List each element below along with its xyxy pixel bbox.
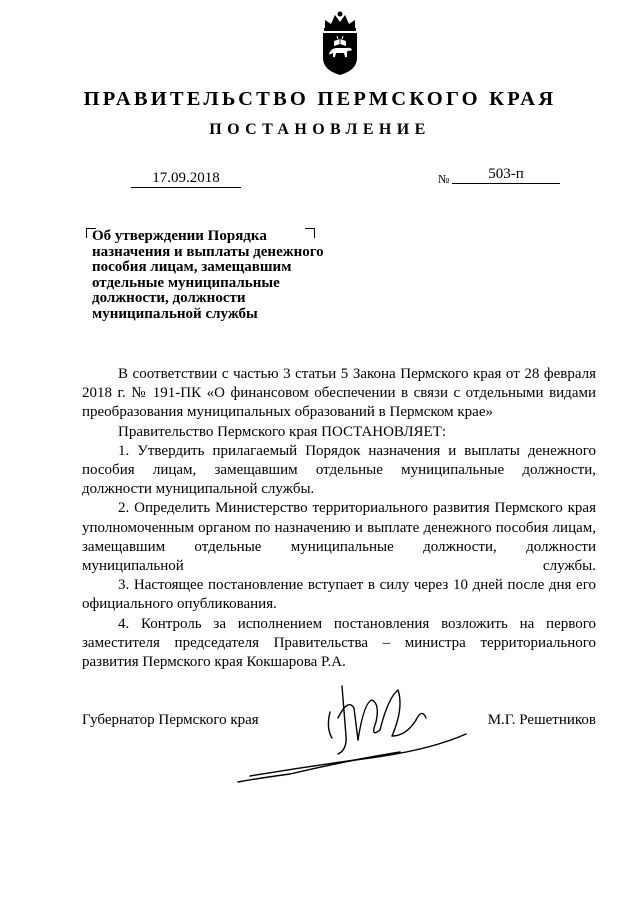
handwritten-signature-icon (230, 678, 470, 788)
resolves-paragraph: Правительство Пермского края ПОСТАНОВЛЯЕТ: (118, 423, 447, 440)
subject-line: назначения и выплаты денежного (92, 243, 324, 260)
number-label: № (438, 172, 450, 186)
signatory-role: Губернатор Пермского края (82, 712, 259, 728)
document-type: ПОСТАНОВЛЕНИЕ (209, 121, 431, 138)
item-2-paragraph: 2. Определить Министерство территориального развития Пермского края уполномоченным органом по назначению и выплате денежного пособия лицам, замещавшим отдельные муниципальные должности, должности муниципальной службы. (82, 500, 596, 575)
subject-line: отдельные муниципальные (92, 274, 280, 291)
government-title: ПРАВИТЕЛЬСТВО ПЕРМСКОГО КРАЯ (83, 88, 557, 110)
preamble-paragraph: В соответствии с частью 3 статьи 5 Закона Пермского края от 28 февраля 2018 г. № 191-ПК «О финансовом обеспечении в связи с отдельными видами преобразования муниципальных образований в Пермском крае» (82, 366, 596, 421)
item-4-paragraph: 4. Контроль за исполнением постановления возложить на первого заместителя председателя Правительства – министра территориального развития Пермского края Кокшарова Р.А. (82, 615, 596, 671)
signatory-name: М.Г. Решетников (487, 712, 596, 728)
document-number: 503-п (452, 166, 560, 184)
document-subject (92, 229, 332, 322)
document-body (82, 365, 596, 672)
perm-krai-coat-of-arms-icon (317, 10, 363, 76)
subject-line: пособия лицам, замещавшим (92, 259, 292, 275)
subject-line: Об утверждении Порядка (92, 228, 267, 244)
item-3-paragraph: 3. Настоящее постановление вступает в силу через 10 дней после дня его официального опубликования. (82, 577, 596, 613)
subject-line: муниципальной службы (92, 305, 258, 322)
document-date: 17.09.2018 (131, 170, 241, 188)
item-1-paragraph: 1. Утвердить прилагаемый Порядок назначения и выплаты денежного пособия лицам, замещавшим отдельные муниципальные должности, должности муниципальной службы. (82, 442, 596, 498)
subject-line: должности, должности (92, 290, 246, 306)
